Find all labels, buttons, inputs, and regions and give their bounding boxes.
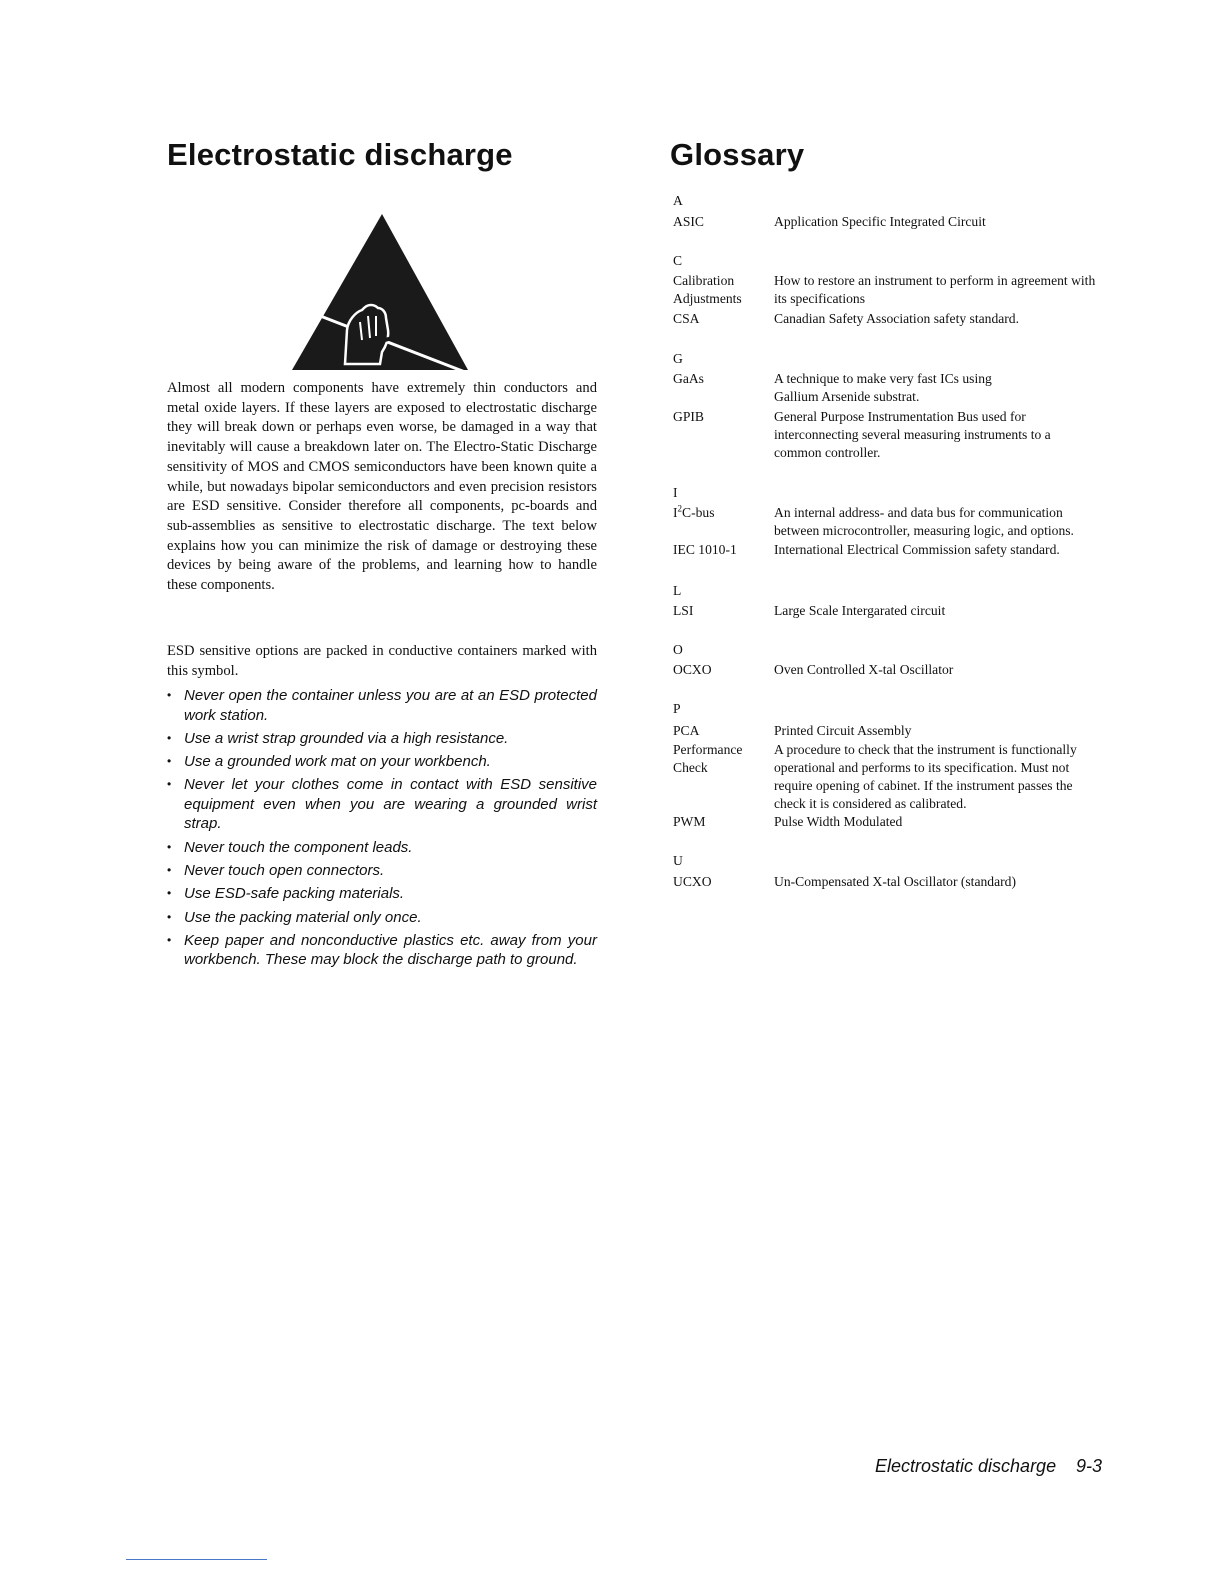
section-title-esd: Electrostatic discharge [167, 137, 513, 172]
glossary-definition: Printed Circuit Assembly [774, 723, 912, 738]
divider [126, 1559, 267, 1560]
glossary-term: Calibration Adjustments [673, 273, 742, 306]
list-item: • Keep paper and nonconductive plastics etc. away from your workbench. These may block the discharge path to ground. [167, 931, 597, 970]
glossary-letter-heading: L [673, 583, 682, 598]
esd-handling-rules-list [167, 686, 597, 974]
glossary-definition: General Purpose Instrumentation Bus used for interconnecting several measuring instruments to a common controller. [774, 409, 1051, 460]
glossary-definition: Canadian Safety Association safety standard. [774, 311, 1019, 326]
list-item: • Use a grounded work mat on your workbench. [167, 752, 597, 772]
glossary-term: GaAs [673, 371, 704, 386]
glossary-definition: An internal address- and data bus for communication between microcontroller, measuring logic, and options. [774, 505, 1074, 538]
footer-section-title: Electrostatic discharge [875, 1456, 1057, 1476]
glossary-term: UCXO [673, 874, 712, 889]
list-item: • Use ESD-safe packing materials. [167, 884, 597, 904]
esd-packing-paragraph: ESD sensitive options are packed in conductive containers marked with this symbol. [167, 643, 597, 679]
glossary-definition: International Electrical Commission safety standard. [774, 542, 1060, 557]
glossary-term: PCA [673, 723, 700, 738]
glossary-definition: Pulse Width Modulated [774, 814, 903, 829]
list-item: • Never touch open connectors. [167, 861, 597, 881]
glossary-term: ASIC [673, 214, 704, 229]
esd-intro-paragraph: Almost all modern components have extremely thin conductors and metal oxide layers. If these layers are exposed to electrostatic discharge they will break down or perhaps even worse, be damaged in a way that inevitably will cause a breakdown later on. The Electro-Static Discharge sensitivity of MOS and CMOS semiconductors have been known quite a while, but nowadays bipolar semiconductors and even precision resistors are ESD sensitive. Consider therefore all components, pc-boards and sub-assemblies as sensitive to electrostatic discharge. The text below explains how you can minimize the risk of damage or destroying these devices by being aware of the problems, and learning how to handle these components. [167, 380, 597, 594]
glossary-letter-heading: A [673, 193, 683, 208]
glossary-letter-heading: P [673, 701, 681, 716]
glossary-letter-heading: O [673, 642, 683, 657]
esd-warning-triangle-hand-icon [290, 212, 470, 372]
footer-page-number: 9-3 [1076, 1456, 1103, 1476]
list-item: • Use the packing material only once. [167, 908, 597, 928]
glossary-term: OCXO [673, 662, 712, 677]
glossary-term: $I^2C$-bus [673, 503, 715, 520]
glossary-term: GPIB [673, 409, 704, 424]
glossary-letter-heading: I [673, 485, 678, 500]
glossary-term: PWM [673, 814, 706, 829]
glossary-definition: Oven Controlled X-tal Oscillator [774, 662, 954, 677]
list-item: • Never touch the component leads. [167, 838, 597, 858]
glossary-letter-heading: G [673, 351, 683, 366]
glossary-definition: A procedure to check that the instrument is functionally operational and performs to its specification. Must not require opening of cabinet. If the instrument passes the check it is considered as calibrated. [774, 742, 1077, 811]
glossary-term: Performance Check [673, 742, 743, 775]
list-item: • Never let your clothes come in contact with ESD sensitive equipment even when you are wearing a grounded wrist strap. [167, 775, 597, 834]
glossary-letter-heading: U [673, 853, 683, 868]
section-title-glossary: Glossary [670, 137, 805, 172]
glossary-definition: Application Specific Integrated Circuit [774, 214, 986, 229]
glossary-term: LSI [673, 603, 694, 618]
glossary-definition: Un-Compensated X-tal Oscillator (standard) [774, 874, 1016, 889]
glossary-definition: A technique to make very fast ICs using Gallium Arsenide substrat. [774, 371, 992, 404]
glossary-term: IEC 1010-1 [673, 542, 737, 557]
glossary-letter-heading: C [673, 253, 683, 268]
glossary-term: CSA [673, 311, 700, 326]
glossary-definition: Large Scale Intergarated circuit [774, 603, 946, 618]
list-item: • Use a wrist strap grounded via a high resistance. [167, 729, 597, 749]
list-item: • Never open the container unless you are at an ESD protected work station. [167, 686, 597, 725]
glossary-definition: How to restore an instrument to perform in agreement with its specifications [774, 273, 1096, 306]
